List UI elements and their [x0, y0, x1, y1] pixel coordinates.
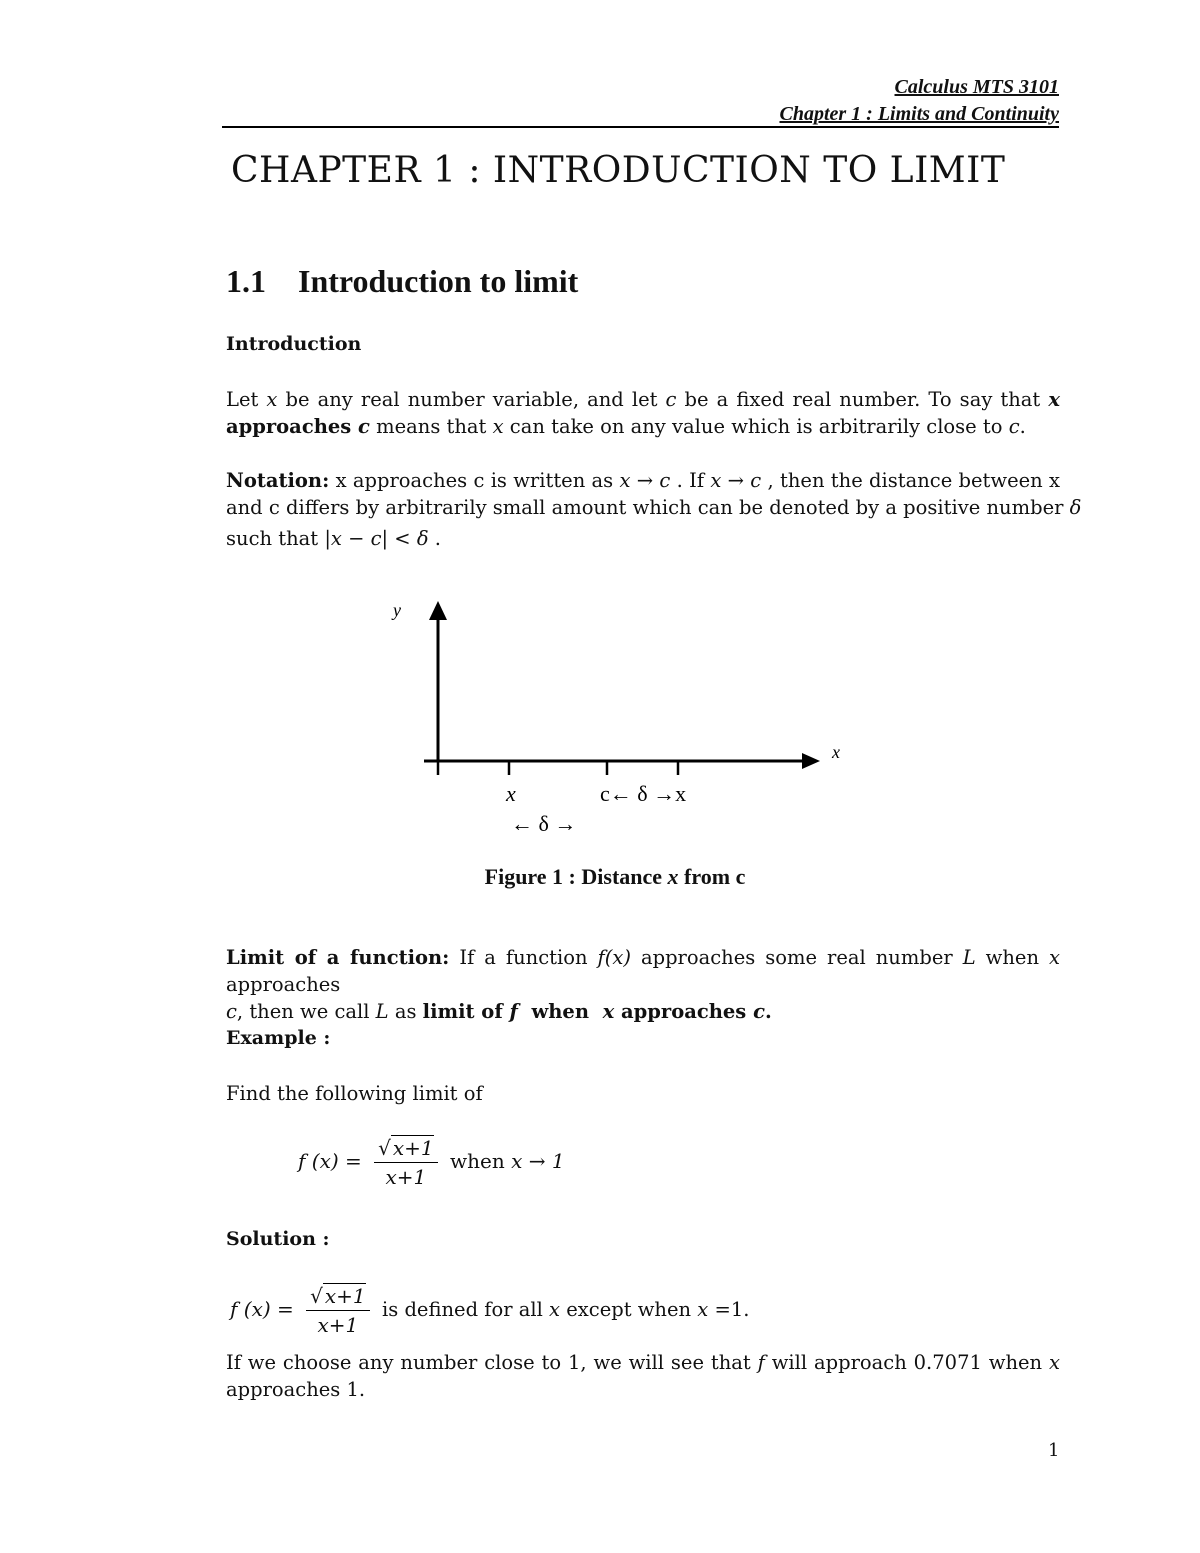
example-formula: f (x) = $\frac{√ x+1}{x+1}$ when x → 1 — [298, 1136, 565, 1189]
tick-label-x: x — [506, 781, 516, 806]
section-title: Introduction to limit — [298, 263, 579, 299]
limit-label: Limit of a function: — [226, 946, 450, 969]
delta-label: ← δ → — [511, 811, 577, 836]
notation-label: Notation: — [226, 469, 330, 492]
example-fraction: $\frac{√ x+1}{x+1}$ — [374, 1136, 438, 1189]
section-number: 1.1 — [226, 263, 266, 299]
y-axis-arrowhead — [429, 601, 447, 620]
solution-paragraph: If we choose any number close to 1, we will see that f will approach 0.7071 when x approaches 1. — [226, 1351, 1060, 1401]
notation-paragraph: Notation: x approaches c is written as x → c . If x → c , then the distance between x and c differs by arbitrarily small amount which can be denoted by a positive number δ such that |x − c| < δ . — [226, 469, 1082, 550]
figure-caption: Figure 1 : Distance x from c — [484, 864, 746, 889]
header-chapter: Chapter 1 : Limits and Continuity — [779, 103, 1059, 125]
header-course: Calculus MTS 3101 — [894, 76, 1059, 98]
solution-heading: Solution : — [226, 1228, 330, 1250]
solution-formula: f (x) = $\frac{√ x+1}{x+1}$ is defined for all x except when x =1. — [230, 1284, 750, 1337]
intro-paragraph: Let x be any real number variable, and let c be a fixed real number. To say that x approaches c means that x can take on any value which is arbitrarily close to c. — [226, 388, 1060, 438]
page-number: 1 — [1048, 1440, 1060, 1461]
tick-label-c: c← δ →x — [600, 781, 687, 806]
y-axis-label: y — [393, 600, 401, 620]
example-heading: Example : — [226, 1027, 331, 1049]
chapter-title: CHAPTER 1 : INTRODUCTION TO LIMIT — [231, 150, 1006, 191]
x-axis-arrowhead — [802, 753, 820, 769]
limit-definition: Limit of a function: If a function f(x) approaches some real number L when x approaches c, then we call L as limit of f when x approaches c. — [226, 946, 1060, 1023]
example-text: Find the following limit of — [226, 1082, 483, 1105]
solution-fraction: $\frac{√ x+1}{x+1}$ — [306, 1284, 370, 1337]
x-axis-label: x — [832, 742, 840, 762]
intro-heading: Introduction — [226, 333, 362, 355]
